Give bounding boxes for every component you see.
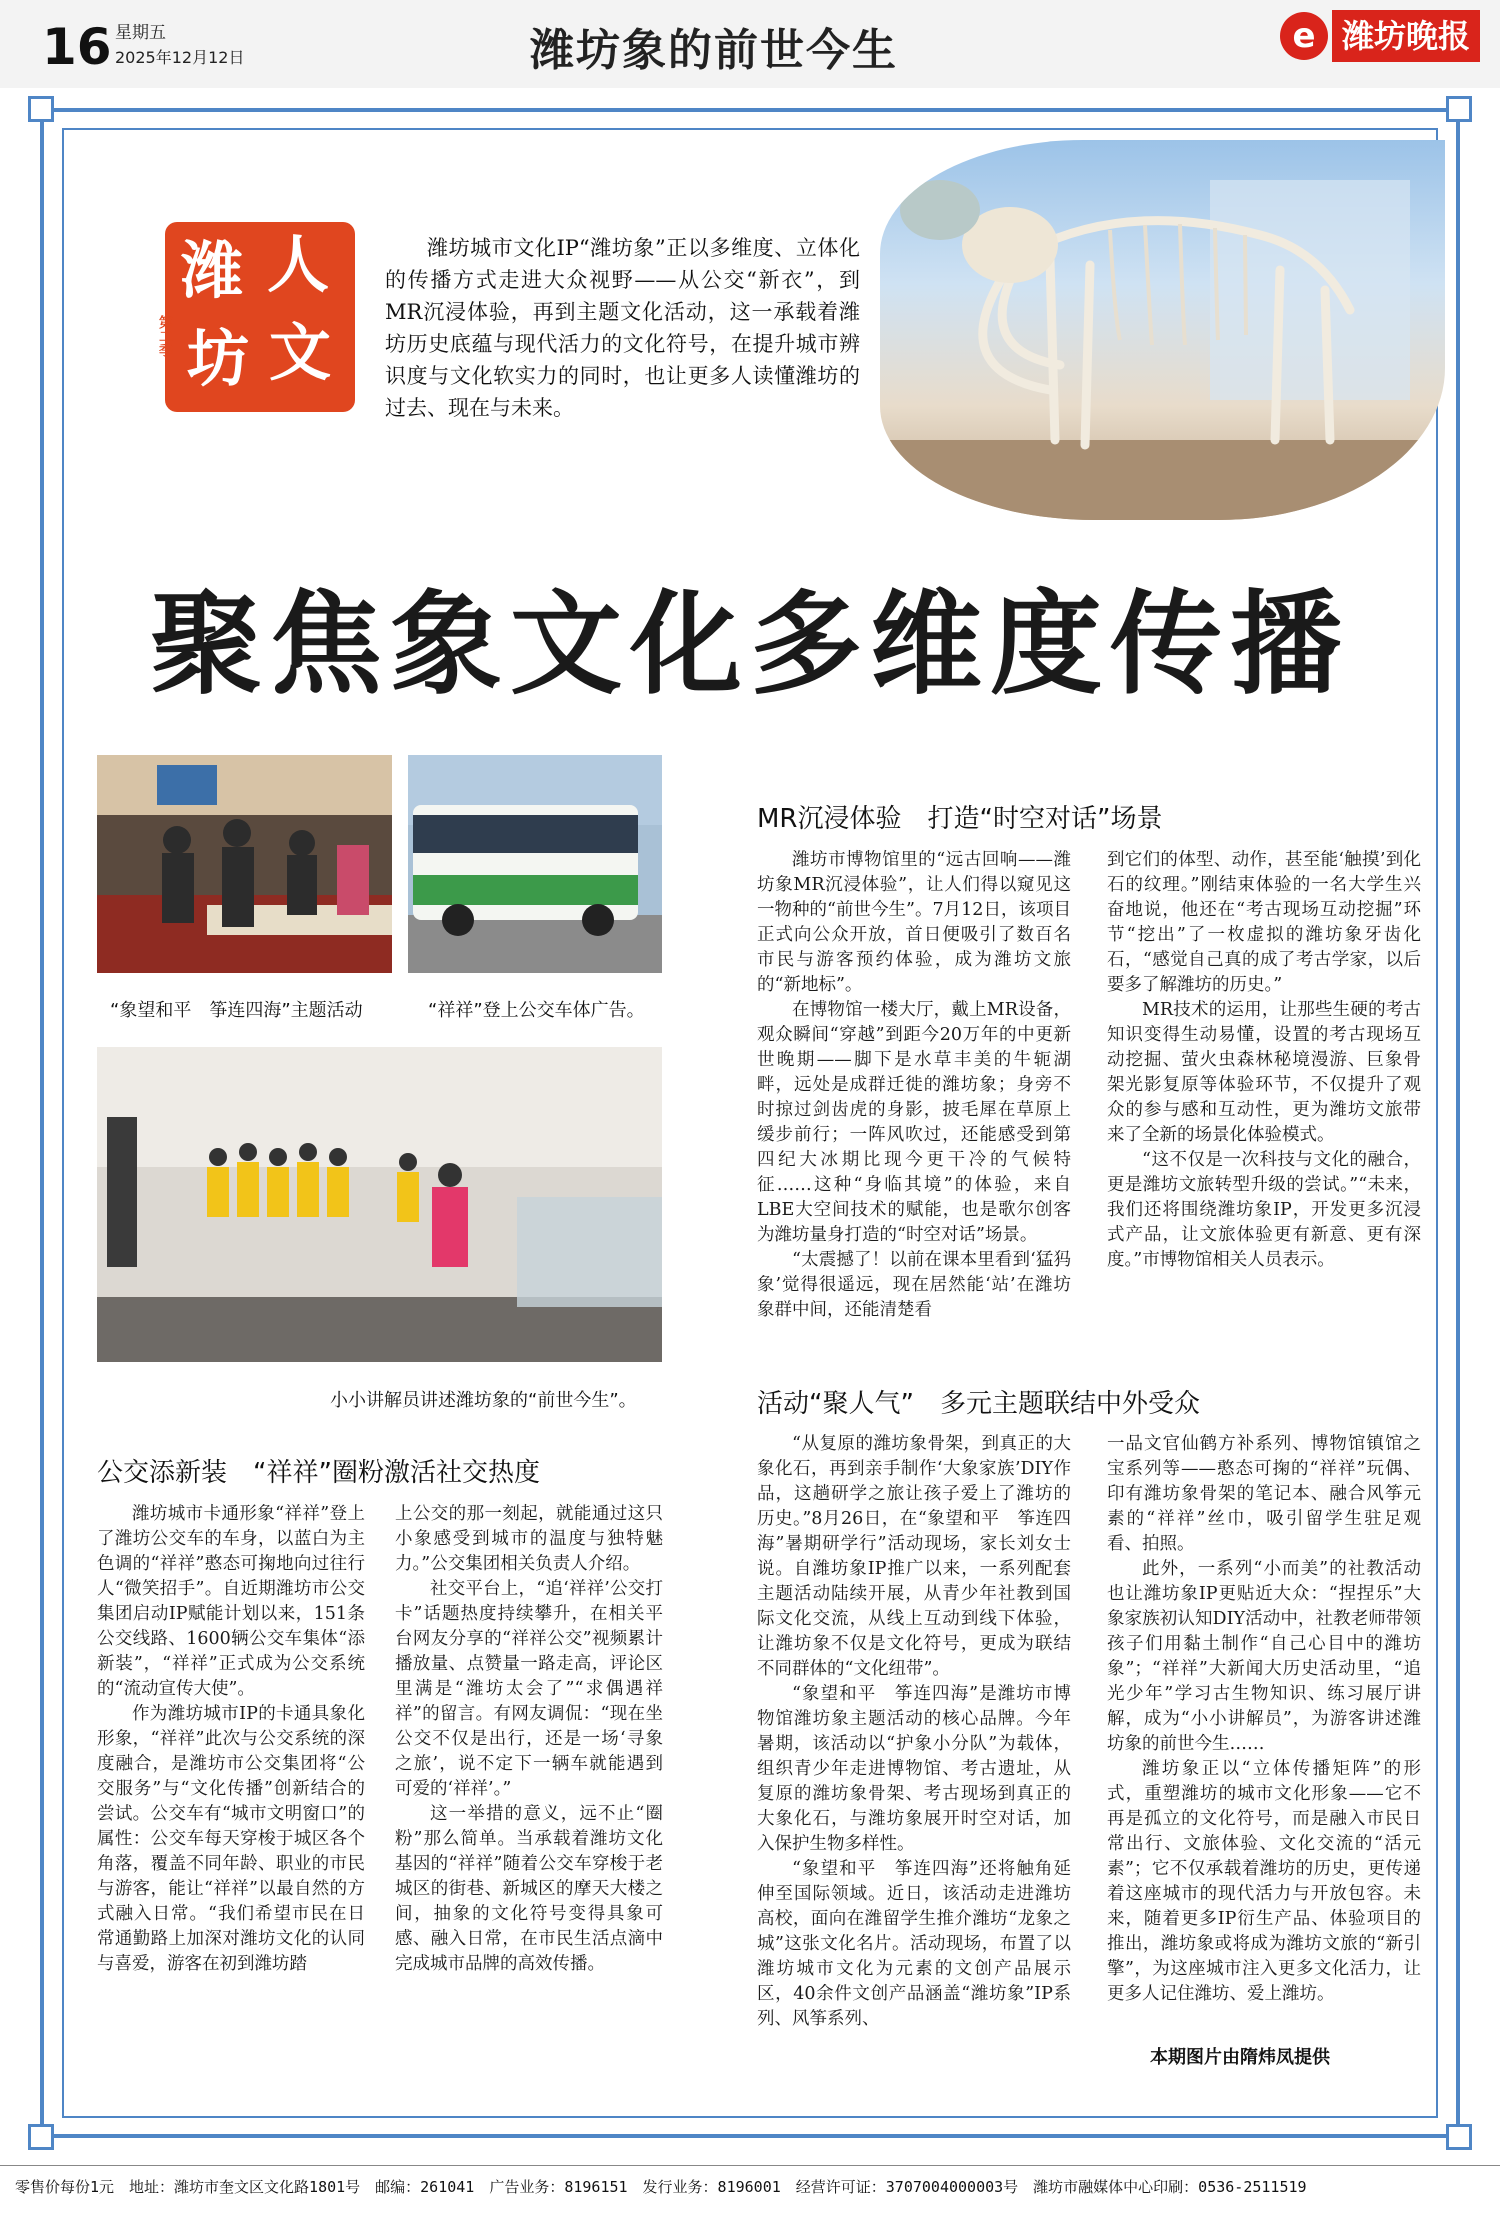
newspaper-logo: 潍坊晚报 [1332, 10, 1480, 62]
paragraph: “从复原的潍坊象骨架，到真正的大象化石，再到亲手制作‘大象家族’DIY作品，这趟研学之旅让孩子爱上了潍坊的历史。”8月26日，在“象望和平 筝连四海”暑期研学行”活动现场，家长刘女士说。自潍坊象IP推广以来，一系列配套主题活动陆续开展，从青少年社教到国际文化交流，从线上互动到线下体验，让潍坊象不仅是文化符号，更成为联结不同群体的“文化纽带”。 [757, 1434, 1071, 1679]
little-guides-illustration [97, 1047, 662, 1362]
paragraph: 潍坊城市卡通形象“祥祥”登上了潍坊公交车的车身，以蓝白为主色调的“祥祥”憨态可掬地向过往行人“微笑招手”。自近期潍坊市公交集团启动IP赋能计划以来，151条公交线路、1600辆公交车集体“添新装”，“祥祥”正式成为公交系统的“流动宣传大使”。 [97, 1504, 365, 1699]
paragraph: 潍坊市博物馆里的“远古回响——潍坊象MR沉浸体验”，让人们得以窥见这一物种的“前世今生”。7月12日，该项目正式向公众开放，首日便吸引了数百名市民与游客预约体验，成为潍坊文旅的“新地标”。 [757, 850, 1071, 995]
footer-divider [0, 2165, 1500, 2166]
mammoth-skeleton-photo [880, 140, 1445, 520]
article-column-bus-2 [395, 1502, 663, 2072]
stamp-char: 人 [267, 228, 330, 301]
paragraph: 在博物馆一楼大厅，戴上MR设备，观众瞬间“穿越”到距今20万年的中更新世晚期——脚下是水草丰美的牛轭湖畔，远处是成群迁徙的潍坊象；身旁不时掠过剑齿虎的身影，披毛犀在草原上缓步前行；一阵风吹过，还能感受到第四纪大冰期比现今更干冷的气候特征……这种“身临其境”的体验，来自LBE大空间技术的赋能，也是歌尔创客为潍坊量身打造的“时空对话”场景。 [757, 1000, 1071, 1245]
issue-date: 2025年12月12日 [115, 48, 245, 67]
article-column-activity-2 [1107, 1432, 1421, 2042]
paragraph: 作为潍坊城市IP的卡通具象化形象，“祥祥”此次与公交系统的深度融合，是潍坊市公交集团将“公交服务”与“文化传播”创新结合的尝试。公交车有“城市文明窗口”的属性：公交车每天穿梭于城区各个角落，覆盖不同年龄、职业的市民与游客，能让“祥祥”以最自然的方式融入日常。“我们希望市民在日常通勤路上加深对潍坊文化的认同与喜爱，游客在初到潍坊踏 [97, 1704, 365, 1974]
paragraph: 到它们的体型、动作，甚至能‘触摸’到化石的纹理。”刚结束体验的一名大学生兴奋地说，他还在“考古现场互动挖掘”环节“挖出”了一枚虚拟的潍坊象牙齿化石，“感觉自己真的成了考古学家，以后要多了解潍坊的历史。” [1107, 850, 1421, 995]
frame-corner-ornament [1446, 2124, 1472, 2150]
mammoth-skeleton-illustration [880, 140, 1445, 520]
paragraph: 一品文官仙鹤方补系列、博物馆镇馆之宝系列等——憨态可掬的“祥祥”玩偶、印有潍坊象骨架的笔记本、融合风筝元素的“祥祥”丝巾，吸引留学生驻足观看、拍照。 [1107, 1434, 1421, 1554]
little-guides-photo [97, 1047, 662, 1362]
section-title-activity: 活动“聚人气” 多元主题联结中外受众 [757, 1389, 1200, 1419]
page-header [0, 0, 1500, 88]
paragraph: 此外，一系列“小而美”的社教活动也让潍坊象IP更贴近大众：“捏捏乐”大象家族初认知DIY活动中，社教老师带领孩子们用黏土制作“自己心目中的潍坊象”；“祥祥”大新闻大历史活动里，“追光少年”学习古生物知识、练习展厅讲解，成为“小小讲解员”，为游客讲述潍坊象的前世今生…… [1107, 1559, 1421, 1754]
frame-corner-ornament [1446, 96, 1472, 122]
paragraph: 潍坊象正以“立体传播矩阵”的形式，重塑潍坊的城市文化形象——它不再是孤立的文化符号，而是融入市民日常出行、文旅体验、文化交流的“活元素”；它不仅承载着潍坊的历史，更传递着这座城市的现代活力与开放包容。未来，随着更多IP衍生产品、体验项目的推出，潍坊象或将成为潍坊文旅的“新引擎”，为这座城市注入更多文化活力，让更多人记住潍坊、爱上潍坊。 [1107, 1759, 1421, 2004]
theme-activity-photo [97, 755, 392, 973]
newspaper-logo-icon: e [1280, 12, 1328, 60]
stamp-char: 文 [269, 316, 332, 389]
stamp-char: 潍 [181, 234, 244, 307]
paragraph: 社交平台上，“追‘祥祥’公交打卡”话题热度持续攀升，在相关平台网友分享的“祥祥公交”视频累计播放量、点赞量一路走高，评论区里满是“潍坊太会了”“求偶遇祥祥”的留言。有网友调侃：“现在坐公交不仅是出行，还是一场‘寻象之旅’，说不定下一辆车就能遇到可爱的‘祥祥’。” [395, 1579, 663, 1799]
article-column-bus-1 [97, 1502, 365, 2072]
paragraph: “这不仅是一次科技与文化的融合，更是潍坊文旅转型升级的尝试。”“未来，我们还将围绕潍坊象IP，开发更多沉浸式产品，让文旅体验更有新意、更有深度。”市博物馆相关人员表示。 [1107, 1150, 1421, 1270]
publication-footer: 零售价每份1元 地址：潍坊市奎文区文化路1801号 邮编：261041 广告业务：8196151 发行业务：8196001 经营许可证：3707004000003号 潍坊市融媒体中心印刷：0536-2511519 [15, 2178, 1307, 2196]
main-headline: 聚焦象文化多维度传播 [150, 580, 1350, 710]
page-section-title: 潍坊象的前世今生 [530, 25, 898, 76]
bus-illustration [408, 755, 662, 973]
weekday: 星期五 [115, 23, 166, 43]
bus-advert-caption: “祥祥”登上公交车体广告。 [428, 1000, 645, 1021]
paragraph: 这一举措的意义，远不止“圈粉”那么简单。当承载着潍坊文化基因的“祥祥”随着公交车穿梭于老城区的街巷、新城区的摩天大楼之间，抽象的文化符号变得具象可感、融入日常，在市民生活点滴中完成城市品牌的高效传播。 [395, 1804, 663, 1974]
article-column-mr-2 [1107, 848, 1421, 1338]
paragraph: “象望和平 筝连四海”还将触角延伸至国际领域。近日，该活动走进潍坊高校，面向在潍留学生推介潍坊“龙象之城”这张文化名片。活动现场，布置了以潍坊城市文化为元素的文创产品展示区，40余件文创产品涵盖“潍坊象”IP系列、风筝系列、 [757, 1859, 1071, 2029]
column-stamp-logo [165, 222, 355, 412]
frame-corner-ornament [28, 2124, 54, 2150]
bus-advert-photo [408, 755, 662, 973]
section-title-bus: 公交添新装 “祥祥”圈粉激活社交热度 [97, 1458, 540, 1488]
page-number: 16 [42, 18, 112, 76]
frame-corner-ornament [28, 96, 54, 122]
theme-activity-illustration [97, 755, 392, 973]
article-column-mr-1 [757, 848, 1071, 1338]
theme-activity-caption: “象望和平 筝连四海”主题活动 [110, 1000, 363, 1021]
paragraph: “太震撼了！以前在课本里看到‘猛犸象’觉得很遥远，现在居然能‘站’在潍坊象群中间，还能清楚看 [757, 1250, 1071, 1320]
article-column-activity-1 [757, 1432, 1071, 2072]
section-title-mr: MR沉浸体验 打造“时空对话”场景 [757, 804, 1163, 834]
paragraph: MR技术的运用，让那些生硬的考古知识变得生动易懂，设置的考古现场互动挖掘、萤火虫森林秘境漫游、巨象骨架光影复原等体验环节，不仅提升了观众的参与感和互动性，更为潍坊文旅带来了全新的场景化体验模式。 [1107, 1000, 1421, 1145]
season-badge: 第二季 [157, 315, 173, 357]
little-guides-caption: 小小讲解员讲述潍坊象的“前世今生”。 [330, 1390, 637, 1411]
photo-credit: 本期图片由隋炜凤提供 [1150, 2047, 1330, 2068]
intro-paragraph: 潍坊城市文化IP“潍坊象”正以多维度、立体化的传播方式走进大众视野——从公交“新衣”，到MR沉浸体验，再到主题文化活动，这一承载着潍坊历史底蕴与现代活力的文化符号，在提升城市辨识度与文化软实力的同时，也让更多人读懂潍坊的过去、现在与未来。 [385, 236, 860, 420]
paragraph: “象望和平 筝连四海”是潍坊市博物馆潍坊象主题活动的核心品牌。今年暑期，该活动以“护象小分队”为载体，组织青少年走进博物馆、考古遗址，从复原的潍坊象骨架、考古现场到真正的大象化石，与潍坊象展开时空对话，加入保护生物多样性。 [757, 1684, 1071, 1854]
paragraph: 上公交的那一刻起，就能通过这只小象感受到城市的温度与独特魅力。”公交集团相关负责人介绍。 [395, 1504, 663, 1574]
stamp-char: 坊 [187, 322, 250, 395]
